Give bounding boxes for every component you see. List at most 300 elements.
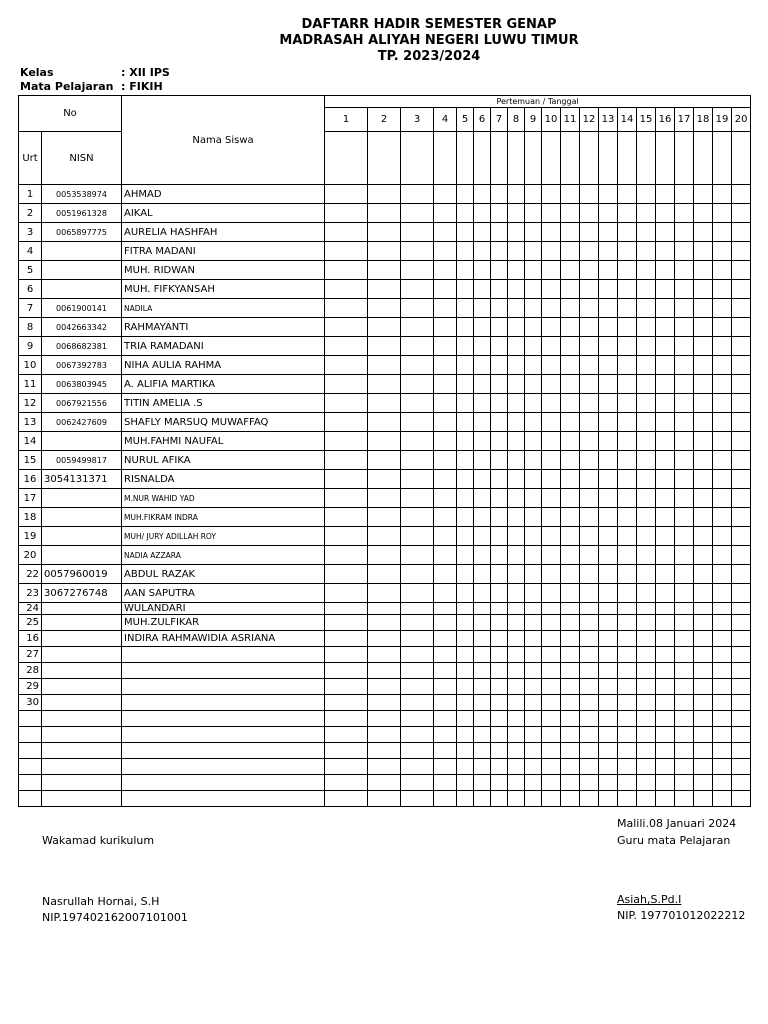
attendance-cell (637, 759, 656, 775)
attendance-cell (618, 546, 637, 565)
attendance-cell (580, 394, 599, 413)
attendance-cell (618, 223, 637, 242)
attendance-cell (599, 185, 618, 204)
header-row-1 (19, 96, 768, 108)
attendance-cell (618, 394, 637, 413)
attendance-cell (401, 508, 434, 527)
attendance-cell (401, 647, 434, 663)
attendance-cell (732, 432, 751, 451)
attendance-cell (542, 337, 561, 356)
row-student-name: AURELIA HASHFAH (122, 223, 325, 242)
attendance-cell (713, 584, 732, 603)
attendance-cell (491, 546, 508, 565)
attendance-cell (401, 318, 434, 337)
attendance-cell (599, 743, 618, 759)
attendance-cell (732, 775, 751, 791)
table-row (19, 261, 768, 280)
attendance-cell (542, 791, 561, 807)
row-nisn (42, 695, 122, 711)
attendance-cell (434, 337, 457, 356)
row-number (19, 791, 42, 807)
attendance-cell (561, 663, 580, 679)
attendance-cell (637, 185, 656, 204)
attendance-cell (618, 280, 637, 299)
attendance-cell (474, 663, 491, 679)
table-row (19, 565, 768, 584)
right-signer-nip: NIP. 197701012022212 (617, 909, 746, 922)
row-nisn (42, 603, 122, 615)
attendance-cell (561, 527, 580, 546)
attendance-cell (675, 223, 694, 242)
row-nisn (42, 280, 122, 299)
attendance-cell (580, 337, 599, 356)
attendance-cell (457, 299, 474, 318)
attendance-cell (457, 791, 474, 807)
attendance-cell (434, 451, 457, 470)
attendance-cell (694, 527, 713, 546)
row-nisn: 0062427609 (42, 413, 122, 432)
attendance-cell (508, 679, 525, 695)
attendance-cell (599, 394, 618, 413)
attendance-cell (368, 727, 401, 743)
attendance-cell (434, 132, 457, 185)
attendance-cell (491, 759, 508, 775)
table-row (19, 527, 768, 546)
attendance-cell (491, 711, 508, 727)
attendance-cell (713, 527, 732, 546)
attendance-cell (368, 223, 401, 242)
attendance-cell (675, 242, 694, 261)
attendance-cell (491, 527, 508, 546)
attendance-cell (675, 261, 694, 280)
attendance-cell (656, 695, 675, 711)
attendance-cell (599, 489, 618, 508)
row-nisn: 0068682381 (42, 337, 122, 356)
attendance-cell (561, 280, 580, 299)
row-student-name: FITRA MADANI (122, 242, 325, 261)
attendance-cell (325, 299, 368, 318)
table-row (19, 603, 768, 615)
attendance-cell (457, 204, 474, 223)
attendance-cell (732, 508, 751, 527)
attendance-cell (542, 451, 561, 470)
attendance-cell (368, 318, 401, 337)
attendance-cell (675, 727, 694, 743)
attendance-cell (474, 615, 491, 631)
attendance-cell (599, 603, 618, 615)
attendance-cell (637, 711, 656, 727)
attendance-cell (325, 375, 368, 394)
attendance-cell (675, 375, 694, 394)
attendance-cell (542, 603, 561, 615)
attendance-cell (401, 280, 434, 299)
attendance-cell (325, 546, 368, 565)
attendance-cell (580, 727, 599, 743)
attendance-cell (401, 261, 434, 280)
attendance-cell (656, 489, 675, 508)
attendance-cell (599, 337, 618, 356)
attendance-cell (580, 615, 599, 631)
row-student-name: NADILA (122, 299, 325, 318)
row-nisn: 0057960019 (42, 565, 122, 584)
attendance-cell (599, 223, 618, 242)
attendance-cell (474, 489, 491, 508)
table-row (19, 394, 768, 413)
attendance-cell (580, 647, 599, 663)
attendance-cell (713, 647, 732, 663)
attendance-cell (508, 204, 525, 223)
attendance-cell (491, 615, 508, 631)
attendance-cell (368, 775, 401, 791)
attendance-cell (508, 356, 525, 375)
row-number: 6 (19, 280, 42, 299)
attendance-cell (599, 375, 618, 394)
attendance-cell (474, 679, 491, 695)
attendance-cell (325, 132, 368, 185)
attendance-cell (656, 775, 675, 791)
attendance-cell (732, 647, 751, 663)
attendance-cell (618, 663, 637, 679)
attendance-cell (675, 663, 694, 679)
attendance-cell (637, 242, 656, 261)
attendance-cell (491, 280, 508, 299)
attendance-cell (525, 356, 542, 375)
attendance-cell (713, 603, 732, 615)
row-number: 28 (19, 663, 42, 679)
attendance-cell (434, 508, 457, 527)
attendance-cell (732, 318, 751, 337)
attendance-cell (401, 679, 434, 695)
row-nisn: 0067921556 (42, 394, 122, 413)
row-number: 18 (19, 508, 42, 527)
attendance-cell (561, 647, 580, 663)
attendance-cell (401, 663, 434, 679)
row-number: 27 (19, 647, 42, 663)
attendance-cell (713, 508, 732, 527)
attendance-cell (656, 204, 675, 223)
attendance-cell (637, 679, 656, 695)
attendance-cell (599, 204, 618, 223)
attendance-cell (474, 603, 491, 615)
attendance-cell (325, 584, 368, 603)
attendance-cell (457, 663, 474, 679)
row-student-name (122, 679, 325, 695)
mapel-label: Mata Pelajaran (20, 80, 114, 93)
row-student-name (122, 775, 325, 791)
attendance-cell (561, 318, 580, 337)
attendance-cell (694, 489, 713, 508)
attendance-cell (599, 615, 618, 631)
attendance-cell (637, 204, 656, 223)
attendance-cell (474, 775, 491, 791)
row-number: 2 (19, 204, 42, 223)
row-nisn (42, 508, 122, 527)
attendance-cell (732, 679, 751, 695)
attendance-cell (656, 791, 675, 807)
attendance-cell (580, 375, 599, 394)
attendance-cell (713, 132, 732, 185)
attendance-cell (675, 695, 694, 711)
attendance-cell (542, 727, 561, 743)
attendance-cell (491, 261, 508, 280)
attendance-cell (525, 631, 542, 647)
attendance-cell (694, 261, 713, 280)
attendance-cell (525, 679, 542, 695)
meeting-number: 17 (675, 108, 694, 132)
attendance-cell (580, 299, 599, 318)
attendance-cell (599, 727, 618, 743)
attendance-cell (542, 132, 561, 185)
attendance-cell (694, 337, 713, 356)
attendance-cell (491, 743, 508, 759)
attendance-cell (580, 603, 599, 615)
attendance-cell (508, 775, 525, 791)
attendance-cell (656, 631, 675, 647)
attendance-cell (542, 394, 561, 413)
attendance-cell (434, 432, 457, 451)
row-nisn (42, 631, 122, 647)
attendance-cell (694, 318, 713, 337)
table-row (19, 775, 768, 791)
attendance-cell (637, 527, 656, 546)
attendance-cell (713, 727, 732, 743)
attendance-cell (325, 470, 368, 489)
attendance-cell (694, 299, 713, 318)
attendance-cell (457, 242, 474, 261)
attendance-cell (637, 280, 656, 299)
attendance-cell (325, 185, 368, 204)
attendance-cell (325, 204, 368, 223)
attendance-cell (368, 546, 401, 565)
attendance-cell (599, 413, 618, 432)
attendance-cell (732, 791, 751, 807)
row-student-name: AAN SAPUTRA (122, 584, 325, 603)
attendance-cell (637, 546, 656, 565)
attendance-cell (694, 631, 713, 647)
attendance-cell (694, 647, 713, 663)
attendance-cell (675, 527, 694, 546)
left-signer-name: Nasrullah Hornai, S.H (42, 895, 160, 908)
attendance-cell (675, 791, 694, 807)
attendance-cell (618, 508, 637, 527)
attendance-cell (580, 132, 599, 185)
attendance-cell (618, 242, 637, 261)
attendance-cell (474, 299, 491, 318)
attendance-cell (434, 565, 457, 584)
attendance-cell (525, 759, 542, 775)
attendance-cell (599, 318, 618, 337)
attendance-cell (656, 375, 675, 394)
attendance-cell (561, 223, 580, 242)
attendance-cell (368, 356, 401, 375)
col-nama-header: Nama Siswa (122, 96, 325, 185)
attendance-cell (694, 727, 713, 743)
attendance-cell (599, 647, 618, 663)
attendance-cell (525, 791, 542, 807)
meeting-number: 3 (401, 108, 434, 132)
attendance-cell (599, 299, 618, 318)
attendance-cell (525, 299, 542, 318)
attendance-cell (599, 280, 618, 299)
attendance-cell (637, 695, 656, 711)
attendance-cell (732, 759, 751, 775)
attendance-cell (508, 727, 525, 743)
row-student-name: MUH.FAHMI NAUFAL (122, 432, 325, 451)
attendance-cell (656, 647, 675, 663)
attendance-cell (508, 584, 525, 603)
attendance-cell (474, 356, 491, 375)
attendance-cell (325, 565, 368, 584)
attendance-cell (618, 711, 637, 727)
attendance-cell (491, 663, 508, 679)
attendance-cell (637, 299, 656, 318)
attendance-cell (580, 432, 599, 451)
row-student-name: MUH.FIKRAM INDRA (122, 508, 325, 527)
meeting-number: 1 (325, 108, 368, 132)
row-student-name (122, 759, 325, 775)
attendance-cell (542, 375, 561, 394)
attendance-cell (580, 508, 599, 527)
attendance-cell (325, 223, 368, 242)
attendance-cell (675, 631, 694, 647)
attendance-cell (457, 318, 474, 337)
row-number: 4 (19, 242, 42, 261)
attendance-cell (542, 261, 561, 280)
row-student-name: NIHA AULIA RAHMA (122, 356, 325, 375)
attendance-cell (474, 759, 491, 775)
row-nisn (42, 791, 122, 807)
attendance-cell (434, 185, 457, 204)
attendance-cell (580, 546, 599, 565)
attendance-cell (474, 185, 491, 204)
table-row (19, 299, 768, 318)
attendance-cell (561, 185, 580, 204)
attendance-cell (713, 223, 732, 242)
attendance-cell (457, 356, 474, 375)
row-nisn (42, 615, 122, 631)
meeting-number: 13 (599, 108, 618, 132)
table-row (19, 356, 768, 375)
attendance-cell (491, 695, 508, 711)
attendance-cell (675, 565, 694, 584)
attendance-cell (491, 565, 508, 584)
attendance-cell (675, 615, 694, 631)
attendance-cell (457, 631, 474, 647)
attendance-cell (474, 631, 491, 647)
attendance-cell (491, 584, 508, 603)
attendance-cell (637, 432, 656, 451)
attendance-cell (656, 584, 675, 603)
attendance-cell (713, 185, 732, 204)
row-student-name (122, 695, 325, 711)
attendance-cell (732, 631, 751, 647)
attendance-cell (599, 775, 618, 791)
attendance-cell (508, 375, 525, 394)
attendance-cell (474, 508, 491, 527)
row-nisn (42, 489, 122, 508)
table-row (19, 584, 768, 603)
attendance-cell (694, 413, 713, 432)
attendance-cell (325, 727, 368, 743)
attendance-cell (637, 647, 656, 663)
attendance-cell (732, 546, 751, 565)
attendance-cell (457, 132, 474, 185)
attendance-cell (508, 647, 525, 663)
table-row (19, 489, 768, 508)
attendance-cell (368, 711, 401, 727)
attendance-cell (508, 337, 525, 356)
attendance-cell (637, 223, 656, 242)
row-student-name: RAHMAYANTI (122, 318, 325, 337)
attendance-cell (474, 318, 491, 337)
attendance-cell (675, 451, 694, 470)
attendance-cell (580, 223, 599, 242)
attendance-cell (675, 743, 694, 759)
attendance-cell (618, 318, 637, 337)
attendance-cell (401, 711, 434, 727)
right-signer-title: Guru mata Pelajaran (617, 834, 731, 847)
attendance-cell (732, 375, 751, 394)
attendance-cell (637, 565, 656, 584)
attendance-cell (542, 204, 561, 223)
attendance-cell (713, 394, 732, 413)
attendance-cell (656, 527, 675, 546)
attendance-cell (713, 299, 732, 318)
attendance-cell (401, 299, 434, 318)
attendance-cell (618, 631, 637, 647)
attendance-cell (457, 759, 474, 775)
attendance-cell (656, 470, 675, 489)
attendance-cell (732, 527, 751, 546)
attendance-cell (401, 791, 434, 807)
attendance-cell (542, 695, 561, 711)
attendance-cell (525, 280, 542, 299)
attendance-cell (618, 261, 637, 280)
attendance-cell (325, 527, 368, 546)
attendance-cell (325, 508, 368, 527)
attendance-cell (675, 759, 694, 775)
attendance-cell (368, 584, 401, 603)
attendance-cell (508, 695, 525, 711)
attendance-cell (694, 432, 713, 451)
attendance-cell (580, 413, 599, 432)
attendance-cell (508, 432, 525, 451)
attendance-cell (542, 647, 561, 663)
table-row (19, 318, 768, 337)
attendance-cell (325, 679, 368, 695)
attendance-cell (694, 603, 713, 615)
attendance-cell (474, 584, 491, 603)
row-nisn: 0065897775 (42, 223, 122, 242)
attendance-cell (474, 647, 491, 663)
attendance-cell (618, 489, 637, 508)
attendance-cell (401, 489, 434, 508)
attendance-cell (474, 565, 491, 584)
attendance-cell (542, 318, 561, 337)
attendance-cell (694, 791, 713, 807)
attendance-cell (434, 663, 457, 679)
attendance-cell (434, 394, 457, 413)
row-nisn (42, 727, 122, 743)
table-row (19, 185, 768, 204)
attendance-cell (457, 679, 474, 695)
attendance-cell (457, 451, 474, 470)
attendance-cell (561, 603, 580, 615)
attendance-cell (434, 318, 457, 337)
attendance-cell (618, 375, 637, 394)
attendance-cell (599, 711, 618, 727)
attendance-cell (561, 242, 580, 261)
